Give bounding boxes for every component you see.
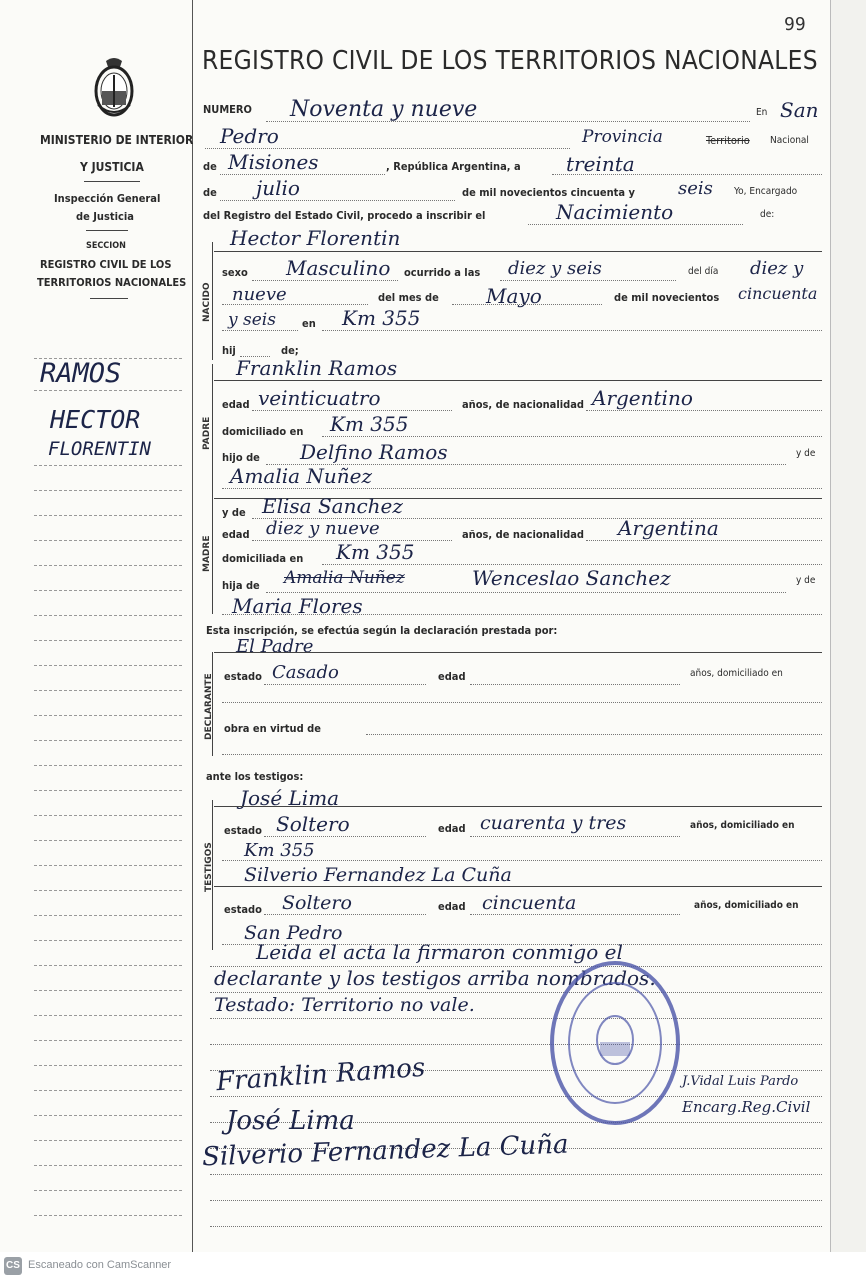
label-testigo2-estado: estado	[224, 903, 262, 916]
label-en-lower: en	[302, 317, 316, 330]
entry-padre: Franklin Ramos	[236, 356, 398, 380]
label-de-mil-2: de mil novecientos	[614, 291, 720, 304]
label-nacional: Nacional	[770, 135, 809, 146]
label-de-colon: de:	[760, 209, 775, 220]
label-madre-anos-nac: años, de nacionalidad	[462, 528, 584, 541]
entry-testigo1-edad: cuarenta y tres	[480, 812, 627, 834]
section-label: SECCION	[86, 241, 126, 251]
entry-testigo1-estado: Soltero	[276, 812, 350, 836]
label-de-2: de	[203, 186, 217, 199]
label-inscripcion: Esta inscripción, se efectúa según la declaración prestada por:	[206, 624, 558, 637]
entry-padre-hijo-de: Delfino Ramos	[300, 440, 448, 464]
label-padre-domiciliado: domiciliado en	[222, 425, 304, 438]
label-numero: NUMERO	[203, 103, 252, 116]
signature-3: Silverio Fernandez La Cuña	[201, 1129, 569, 1173]
label-madre-edad: edad	[222, 528, 250, 541]
entry-anio-nac-2: y seis	[228, 310, 276, 330]
surname: RAMOS	[40, 358, 122, 389]
label-madre-hija-de: hija de	[222, 579, 260, 592]
label-padre-hijo-de: hijo de	[222, 451, 260, 464]
entry-declarante-estado: Casado	[272, 662, 339, 683]
label-declarante-edad: edad	[438, 670, 466, 683]
entry-madre-edad: diez y nueve	[266, 518, 380, 539]
label-de-semicolon: de;	[281, 344, 299, 357]
label-hij: hij	[222, 344, 236, 357]
label-testigo2-edad: edad	[438, 900, 466, 913]
closing-line-2: declarante y los testigos arriba nombrados.	[214, 966, 656, 990]
entry-madre-nac: Argentina	[618, 516, 719, 540]
label-padre-edad: edad	[222, 398, 250, 411]
side-label-declarante: DECLARANTE	[204, 673, 214, 740]
side-label-padre: PADRE	[202, 416, 212, 450]
section-name-2: TERRITORIOS NACIONALES	[37, 276, 187, 289]
entry-testigo2-edad: cincuenta	[482, 892, 577, 914]
label-ante-testigos: ante los testigos:	[206, 770, 304, 783]
officer-name: J.Vidal Luis Pardo	[682, 1074, 799, 1089]
entry-madre: Elisa Sanchez	[262, 494, 403, 518]
official-stamp-icon	[548, 958, 682, 1128]
entry-declarante: El Padre	[236, 636, 314, 657]
document-title: REGISTRO CIVIL DE LOS TERRITORIOS NACIONALES	[202, 46, 818, 76]
label-madre-y-de: y de	[796, 575, 816, 586]
scanner-footer	[0, 1252, 866, 1280]
entry-numero: Noventa y nueve	[290, 97, 478, 122]
officer-title: Encarg.Reg.Civil	[682, 1098, 811, 1116]
entry-madre-hija-tachado: Amalia Nuñez	[284, 568, 405, 588]
binding-edge	[830, 0, 866, 1252]
signature-1: Franklin Ramos	[215, 1052, 427, 1098]
camscanner-label: Escaneado con CamScanner	[28, 1259, 172, 1271]
entry-testigo2: Silverio Fernandez La Cuña	[244, 864, 512, 886]
side-label-testigos: TESTIGOS	[204, 842, 214, 892]
entry-testigo2-dom: San Pedro	[244, 922, 343, 944]
entry-mes: julio	[256, 176, 300, 200]
coat-of-arms-icon	[92, 55, 136, 119]
entry-hora: diez y seis	[508, 258, 602, 279]
closing-line-3: Testado: Territorio no vale.	[214, 994, 475, 1016]
page-number: 99	[784, 14, 806, 35]
entry-anio-nac-1: cincuenta	[738, 284, 818, 303]
label-madre-domiciliada: domiciliada en	[222, 552, 304, 565]
label-yo-encargado: Yo, Encargado	[734, 186, 798, 197]
signature-2: José Lima	[226, 1106, 355, 1136]
entry-lugar-2: Pedro	[220, 124, 279, 148]
label-padre-y-de: y de	[796, 448, 816, 459]
label-en: En	[756, 107, 768, 118]
entry-lugar-nac: Km 355	[342, 306, 421, 330]
entry-acto: Nacimiento	[556, 200, 674, 224]
inspection-line-2: de Justicia	[76, 210, 134, 223]
label-sexo: sexo	[222, 266, 248, 279]
label-obra: obra en virtud de	[224, 722, 321, 735]
label-ocurrido: ocurrido a las	[404, 266, 481, 279]
label-testigo1-estado: estado	[224, 824, 262, 837]
entry-lugar-1: San	[780, 98, 819, 122]
entry-sexo: Masculino	[286, 256, 391, 280]
entry-padre-y-de: Amalia Nuñez	[230, 464, 373, 488]
given-name-2: FLORENTIN	[48, 438, 151, 460]
entry-provincia-de: Misiones	[228, 150, 319, 174]
label-declarante-estado: estado	[224, 670, 262, 683]
side-label-madre: MADRE	[202, 535, 212, 572]
label-testigo2-anos-dom: años, domiciliado en	[694, 900, 799, 911]
left-margin-column	[0, 0, 193, 1252]
label-declarante-anos-dom: años, domiciliado en	[690, 668, 783, 679]
label-republica: , República Argentina, a	[386, 160, 521, 173]
label-del-registro: del Registro del Estado Civil, procedo a inscribir el	[203, 209, 486, 222]
label-territorio-struck: Territorio	[706, 134, 750, 147]
label-testigo1-edad: edad	[438, 822, 466, 835]
entry-testigo1: José Lima	[240, 786, 340, 810]
entry-dia: treinta	[566, 152, 635, 176]
closing-line-1: Leida el acta la firmaron conmigo el	[256, 940, 623, 964]
given-name-1: HECTOR	[50, 405, 141, 434]
entry-dia-nac-2: nueve	[232, 284, 287, 305]
label-de-1: de	[203, 160, 217, 173]
label-de-mil: de mil novecientos cincuenta y	[462, 186, 635, 199]
entry-madre-dom: Km 355	[336, 540, 415, 564]
entry-dia-nac-1: diez y	[750, 258, 804, 279]
entry-madre-hija-de: Wenceslao Sanchez	[472, 566, 671, 590]
label-del-mes: del mes de	[378, 291, 439, 304]
camscanner-logo-icon	[4, 1257, 22, 1275]
ministry-line-1: MINISTERIO DE INTERIOR	[40, 133, 194, 147]
entry-testigo1-dom: Km 355	[244, 840, 315, 861]
entry-padre-dom: Km 355	[330, 412, 409, 436]
section-name-1: REGISTRO CIVIL DE LOS	[40, 258, 172, 271]
entry-padre-edad: veinticuatro	[258, 386, 381, 410]
side-label-nacido: NACIDO	[202, 282, 212, 322]
label-testigo1-anos-dom: años, domiciliado en	[690, 820, 795, 831]
entry-testigo2-estado: Soltero	[282, 892, 352, 914]
label-provincia: Provincia	[582, 127, 663, 147]
entry-nombre: Hector Florentin	[230, 226, 401, 250]
inspection-line-1: Inspección General	[54, 192, 161, 205]
ministry-line-2: Y JUSTICIA	[80, 160, 144, 174]
entry-mes-nac: Mayo	[486, 284, 542, 308]
camscanner-logo-text: CS	[6, 1260, 20, 1271]
label-del-dia: del día	[688, 266, 719, 277]
entry-anio: seis	[678, 178, 713, 199]
entry-padre-nac: Argentino	[592, 386, 693, 410]
label-padre-anos-nac: años, de nacionalidad	[462, 398, 584, 411]
entry-madre-y-de: Maria Flores	[232, 594, 363, 618]
label-madre-y-de-prefix: y de	[222, 506, 246, 519]
